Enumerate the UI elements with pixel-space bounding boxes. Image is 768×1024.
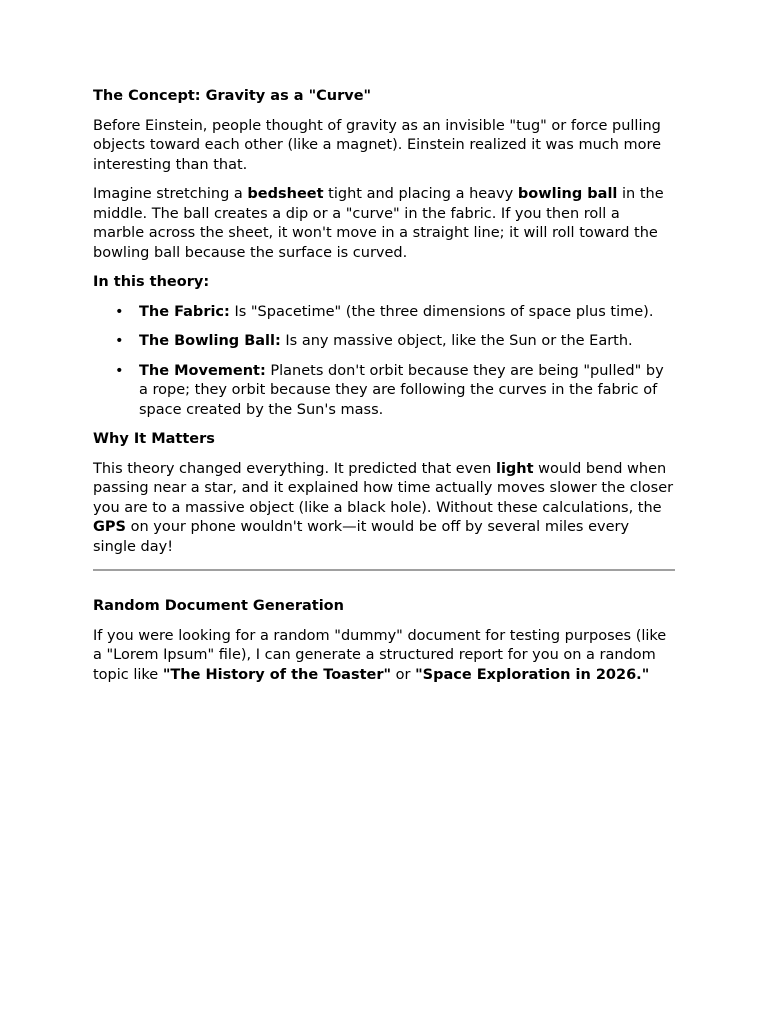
theory-bullet-list bbox=[93, 303, 675, 421]
bullet-text: Is any massive object, like the Sun or the Earth. bbox=[280, 333, 633, 349]
bullet-icon: • bbox=[115, 303, 124, 320]
list-item-bowling-ball bbox=[93, 332, 675, 352]
list-item-movement bbox=[93, 362, 675, 421]
paragraph-why-it-matters bbox=[93, 460, 675, 558]
bold-toaster-topic: "The History of the Toaster" bbox=[162, 666, 392, 683]
text-run: on your phone wouldn't work—it would be off by several miles every single day! bbox=[93, 519, 630, 555]
section-heading-concept: The Concept: Gravity as a "Curve" bbox=[93, 88, 372, 104]
bullet-text: Is "Spacetime" (the three dimensions of space plus time). bbox=[229, 303, 654, 320]
section-heading-random-document: Random Document Generation bbox=[93, 598, 344, 614]
bold-light: light bbox=[495, 460, 534, 477]
bullet-term: The Movement: bbox=[139, 362, 266, 379]
bullet-term: The Fabric: bbox=[139, 303, 230, 320]
text-run: in the middle. The ball creates a dip or a "curve" in the fabric. If you then roll a marble across the sheet, it won't move in a straight line; it will roll toward the bowling ball because the surface is curved. bbox=[93, 186, 664, 261]
text-run: tight and placing a heavy bbox=[323, 186, 518, 202]
bullet-icon: • bbox=[115, 333, 124, 349]
bullet-term: The Bowling Ball: bbox=[139, 333, 281, 349]
bullet-text: Planets don't orbit because they are being "pulled" by a rope; they orbit because they are following the curves in the fabric of space created by the Sun's mass. bbox=[139, 362, 664, 418]
paragraph-bedsheet-analogy bbox=[93, 185, 675, 263]
text-run: If you were looking for a random "dummy" document for testing purposes (like a "Lorem Ipsum" file), I can generate a structured report for you on a random topic like bbox=[93, 627, 667, 683]
text-run: or bbox=[391, 666, 416, 683]
subheading-in-this-theory: In this theory: bbox=[93, 274, 210, 290]
bold-gps: GPS bbox=[93, 519, 126, 535]
text-run: would bend when passing near a star, and it explained how time actually moves slower the closer you are to a massive object (like a black hole). Without these calculations, the bbox=[93, 460, 674, 516]
paragraph-random-document bbox=[93, 627, 675, 686]
bold-bedsheet: bedsheet bbox=[247, 186, 324, 202]
text-run: Imagine stretching a bbox=[93, 186, 248, 202]
document-body bbox=[93, 87, 675, 695]
section-heading-why-it-matters: Why It Matters bbox=[93, 431, 215, 447]
horizontal-divider bbox=[93, 569, 675, 571]
list-item-fabric bbox=[93, 303, 675, 323]
text-run: This theory changed everything. It predicted that even bbox=[93, 460, 496, 477]
bold-space-topic: "Space Exploration in 2026." bbox=[415, 666, 650, 683]
paragraph-before-einstein: Before Einstein, people thought of gravity as an invisible "tug" or force pulling objects toward each other (like a magnet). Einstein realized it was much more interesting than that. bbox=[93, 117, 662, 173]
bullet-icon: • bbox=[115, 362, 124, 379]
bold-bowling-ball: bowling ball bbox=[517, 186, 618, 202]
